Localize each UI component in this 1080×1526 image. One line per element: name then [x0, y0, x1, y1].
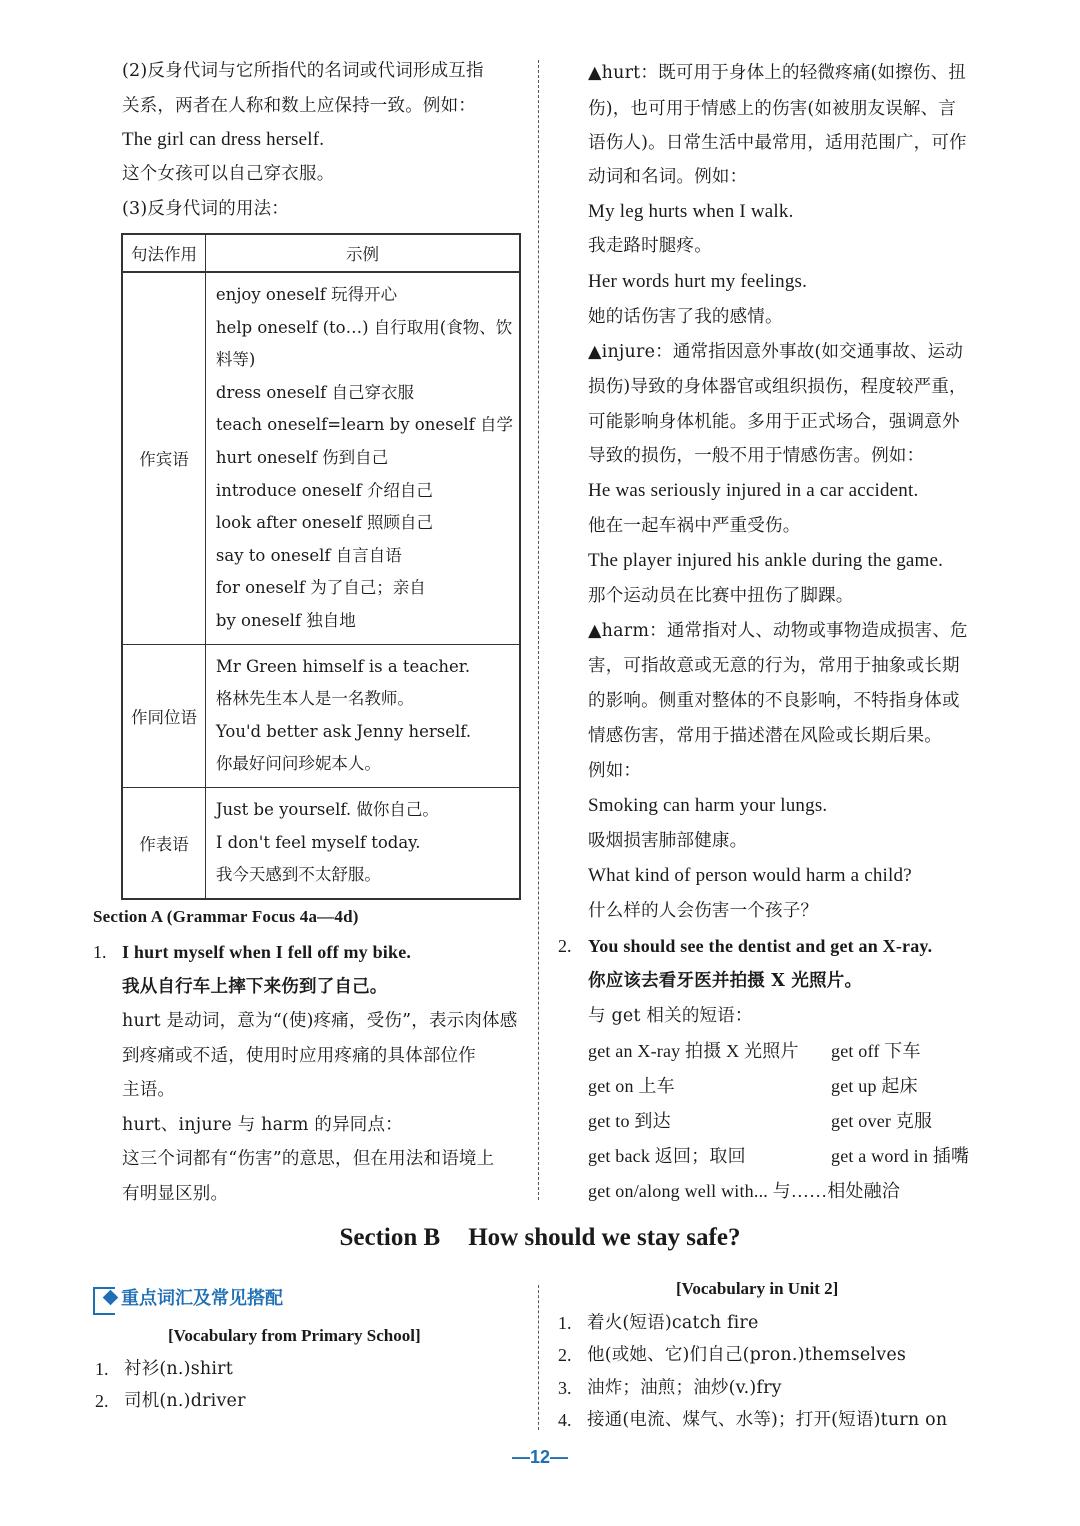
row-label-predicative: 作表语 [122, 787, 205, 898]
example-line: teach oneself=learn by oneself 自学 [215, 415, 513, 435]
row-examples-predicative [205, 787, 520, 898]
hurt-example1-cn: 我走路时腿疼。 [588, 236, 712, 256]
get-phrase: get on/along well with... 与……相处融洽 [588, 1181, 901, 1201]
vocab-item: 他(或她、它)们自己(pron.)themselves [587, 1345, 907, 1365]
primary-vocab-heading: [Vocabulary from Primary School] [168, 1326, 421, 1345]
get-phrase: get back 返回；取回 [588, 1146, 746, 1166]
example-line: dress oneself 自己穿衣服 [215, 382, 415, 402]
section-a-heading: Section A (Grammar Focus 4a—4d) [93, 907, 359, 926]
example-line: hurt oneself 伤到自己 [215, 447, 389, 467]
harm-line2: 害，可指故意或无意的行为，常用于抽象或长期 [588, 656, 960, 676]
vocab-item: 接通(电流、煤气、水等)；打开(短语)turn on [587, 1410, 948, 1430]
left-example-en: The girl can dress herself. [122, 129, 325, 150]
vocab-badge [93, 1285, 298, 1313]
row-examples-object [205, 272, 520, 644]
get-phrase: get a word in 插嘴 [831, 1146, 970, 1166]
hurt-example2-cn: 她的话伤害了我的感情。 [588, 307, 783, 327]
left-example-cn: 这个女孩可以自己穿衣服。 [122, 164, 335, 184]
page-number: —12— [511, 1447, 569, 1467]
column-divider [538, 1285, 539, 1430]
section-b-subtitle: How should we stay safe? [468, 1224, 741, 1251]
harm-example1-cn: 吸烟损害肺部健康。 [588, 831, 748, 851]
item1-sentence-cn: 我从自行车上摔下来伤到了自己。 [122, 977, 388, 997]
table-row [122, 787, 520, 898]
table-row [122, 272, 520, 644]
diff-title: hurt、injure 与 harm 的异同点： [122, 1115, 403, 1135]
get-phrase: get on 上车 [588, 1076, 675, 1096]
example-line: for oneself 为了自己；亲自 [215, 578, 426, 598]
example-line: You'd better ask Jenny herself. [215, 721, 472, 741]
example-line: 我今天感到不太舒服。 [215, 865, 381, 885]
item1-sentence-en: I hurt myself when I fell off my bike. [122, 942, 412, 962]
reflexive-usage-table [121, 233, 521, 900]
harm-line5: 例如： [588, 761, 642, 781]
vocab-number: 4. [558, 1410, 572, 1430]
example-line: 格林先生本人是一名教师。 [215, 689, 414, 709]
harm-line3: 的影响。侧重对整体的不良影响，不特指身体或 [588, 691, 960, 711]
example-line: say to oneself 自言自语 [215, 545, 402, 565]
vocab-number: 1. [95, 1359, 109, 1379]
vocab-badge-label: 重点词汇及常见搭配 [121, 1288, 283, 1309]
table-row [122, 644, 520, 787]
harm-line4: 情感伤害，常用于描述潜在风险或长期后果。 [588, 726, 942, 746]
injure-line1: ▲injure：通常指因意外事故(如交通事故、运动 [588, 342, 964, 362]
hurt-line1: ▲hurt：既可用于身体上的轻微疼痛(如擦伤、扭 [588, 63, 967, 83]
vocab-number: 2. [95, 1391, 109, 1411]
column-divider [538, 60, 539, 1200]
injure-line2: 损伤)导致的身体器官或组织损伤，程度较严重， [588, 377, 967, 397]
example-line: 你最好问问珍妮本人。 [215, 754, 381, 774]
section-b-title [0, 1224, 1080, 1252]
example-line: help oneself (to…) 自行取用(食物、饮 [215, 317, 513, 337]
example-line: 料等) [215, 350, 256, 370]
item-number: 2. [558, 936, 572, 956]
example-line: look after oneself 照顾自己 [215, 513, 433, 533]
vocab-number: 1. [558, 1313, 572, 1333]
row-label-appositive: 作同位语 [122, 644, 205, 787]
hurt-line3: 语伤人)。日常生活中最常用，适用范围广，可作 [588, 133, 967, 153]
example-line: Mr Green himself is a teacher. [215, 656, 471, 676]
example-line: enjoy oneself 玩得开心 [215, 285, 398, 304]
injure-example1-en: He was seriously injured in a car accident. [588, 480, 919, 501]
hurt-explain-line3: 主语。 [122, 1080, 176, 1100]
item2-sentence-en: You should see the dentist and get an X-ray. [588, 936, 933, 956]
vocab-item: 司机(n.)driver [124, 1391, 246, 1411]
diff-line1: 这三个词都有“伤害”的意思，但在用法和语境上 [122, 1149, 495, 1169]
injure-example2-en: The player injured his ankle during the game. [588, 550, 944, 571]
diff-line2: 有明显区别。 [122, 1184, 229, 1204]
injure-line4: 导致的损伤，一般不用于情感伤害。例如： [588, 446, 925, 466]
injure-example2-cn: 那个运动员在比赛中扭伤了脚踝。 [588, 586, 854, 606]
hurt-explain-line2: 到疼痛或不适，使用时应用疼痛的具体部位作 [122, 1046, 476, 1066]
section-b-label: Section B [339, 1224, 441, 1251]
table-header-function: 句法作用 [122, 234, 205, 272]
example-line: Just be yourself. 做你自己。 [215, 799, 439, 819]
get-phrase: get over 克服 [831, 1111, 933, 1131]
left-para2-line1: (2)反身代词与它所指代的名词或代词形成互指 [122, 61, 484, 81]
harm-line1: ▲harm：通常指对人、动物或事物造成损害、危 [588, 621, 968, 641]
get-phrase: get an X-ray 拍摄 X 光照片 [588, 1041, 799, 1061]
injure-example1-cn: 他在一起车祸中严重受伤。 [588, 516, 801, 536]
vocab-item: 着火(短语)catch fire [587, 1313, 759, 1333]
example-line: I don't feel myself today. [215, 832, 421, 852]
vocab-number: 2. [558, 1345, 572, 1365]
injure-line3: 可能影响身体机能。多用于正式场合，强调意外 [588, 412, 960, 432]
harm-example1-en: Smoking can harm your lungs. [588, 795, 828, 816]
hurt-line4: 动词和名词。例如： [588, 167, 748, 187]
table-header-example: 示例 [205, 234, 520, 272]
hurt-example1-en: My leg hurts when I walk. [588, 201, 794, 222]
example-line: introduce oneself 介绍自己 [215, 480, 433, 500]
harm-example2-en: What kind of person would harm a child? [588, 865, 912, 886]
unit-vocab-heading: [Vocabulary in Unit 2] [676, 1279, 839, 1298]
harm-example2-cn: 什么样的人会伤害一个孩子？ [588, 901, 819, 921]
vocab-number: 3. [558, 1378, 572, 1398]
get-phrase: get up 起床 [831, 1076, 918, 1096]
row-label-object: 作宾语 [122, 272, 205, 644]
row-examples-appositive [205, 644, 520, 787]
left-para3: (3)反身代词的用法： [122, 199, 289, 219]
table-header-row [122, 234, 520, 272]
vocab-item: 衬衫(n.)shirt [124, 1359, 233, 1379]
item2-sentence-cn: 你应该去看牙医并拍摄 X 光照片。 [588, 971, 863, 991]
item-number: 1. [93, 942, 107, 962]
get-phrase: get to 到达 [588, 1111, 671, 1131]
get-phrases-title: 与 get 相关的短语： [588, 1006, 753, 1026]
example-line: by oneself 独自地 [215, 610, 356, 630]
hurt-explain-line1: hurt 是动词，意为“(使)疼痛，受伤”，表示肉体感 [122, 1011, 518, 1031]
hurt-example2-en: Her words hurt my feelings. [588, 271, 808, 292]
get-phrase: get off 下车 [831, 1041, 921, 1061]
hurt-line2: 伤)，也可用于情感上的伤害(如被朋友误解、言 [588, 99, 957, 119]
left-para2-line2: 关系，两者在人称和数上应保持一致。例如： [122, 96, 476, 116]
vocab-item: 油炸；油煎；油炒(v.)fry [587, 1378, 782, 1398]
